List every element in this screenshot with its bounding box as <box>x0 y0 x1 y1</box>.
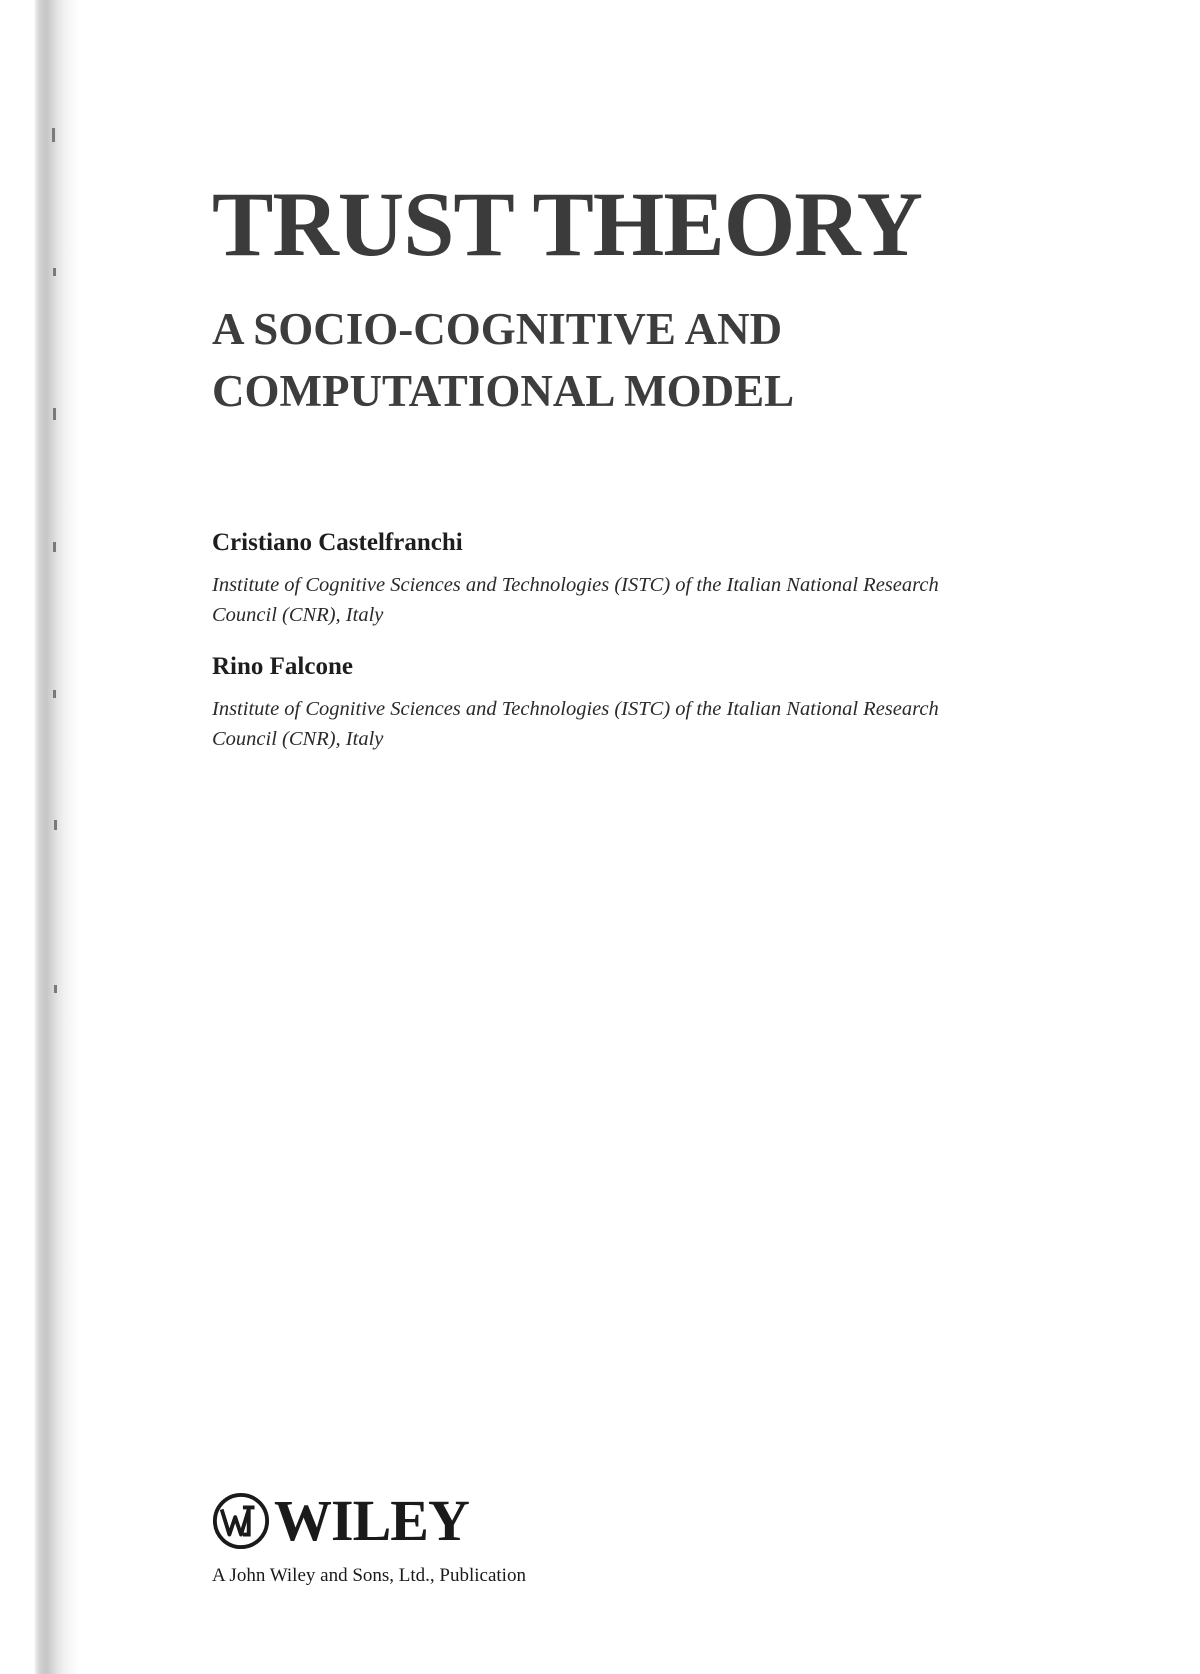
affiliation-line-2: Council (CNR), Italy <box>212 728 384 750</box>
author-block-1 <box>212 528 1170 630</box>
book-spine-shadow <box>0 0 90 1674</box>
wiley-logo-icon <box>212 1492 270 1550</box>
book-title: TRUST THEORY <box>212 173 922 275</box>
spine-mark <box>54 985 57 993</box>
book-subtitle <box>212 298 794 422</box>
affiliation-line-2: Council (CNR), Italy <box>212 604 384 626</box>
author-name: Cristiano Castelfranchi <box>212 529 463 556</box>
author-block-2 <box>212 652 1170 754</box>
spine-mark <box>52 128 55 142</box>
subtitle-line-1: A SOCIO-COGNITIVE AND <box>212 304 783 354</box>
spine-mark <box>53 408 56 420</box>
author-affiliation <box>212 570 1170 630</box>
spine-mark <box>53 268 56 276</box>
spine-mark <box>53 690 56 698</box>
spine-mark <box>53 542 56 552</box>
publisher-logo <box>212 1488 469 1553</box>
publisher-tagline: A John Wiley and Sons, Ltd., Publication <box>212 1565 526 1586</box>
subtitle-line-2: COMPUTATIONAL MODEL <box>212 366 795 416</box>
publisher-name: WILEY <box>274 1488 469 1553</box>
affiliation-line-1: Institute of Cognitive Sciences and Technologies (ISTC) of the Italian National Research <box>212 574 939 596</box>
spine-mark <box>54 820 57 830</box>
author-name: Rino Falcone <box>212 653 353 680</box>
affiliation-line-1: Institute of Cognitive Sciences and Technologies (ISTC) of the Italian National Research <box>212 698 939 720</box>
author-affiliation <box>212 694 1170 754</box>
